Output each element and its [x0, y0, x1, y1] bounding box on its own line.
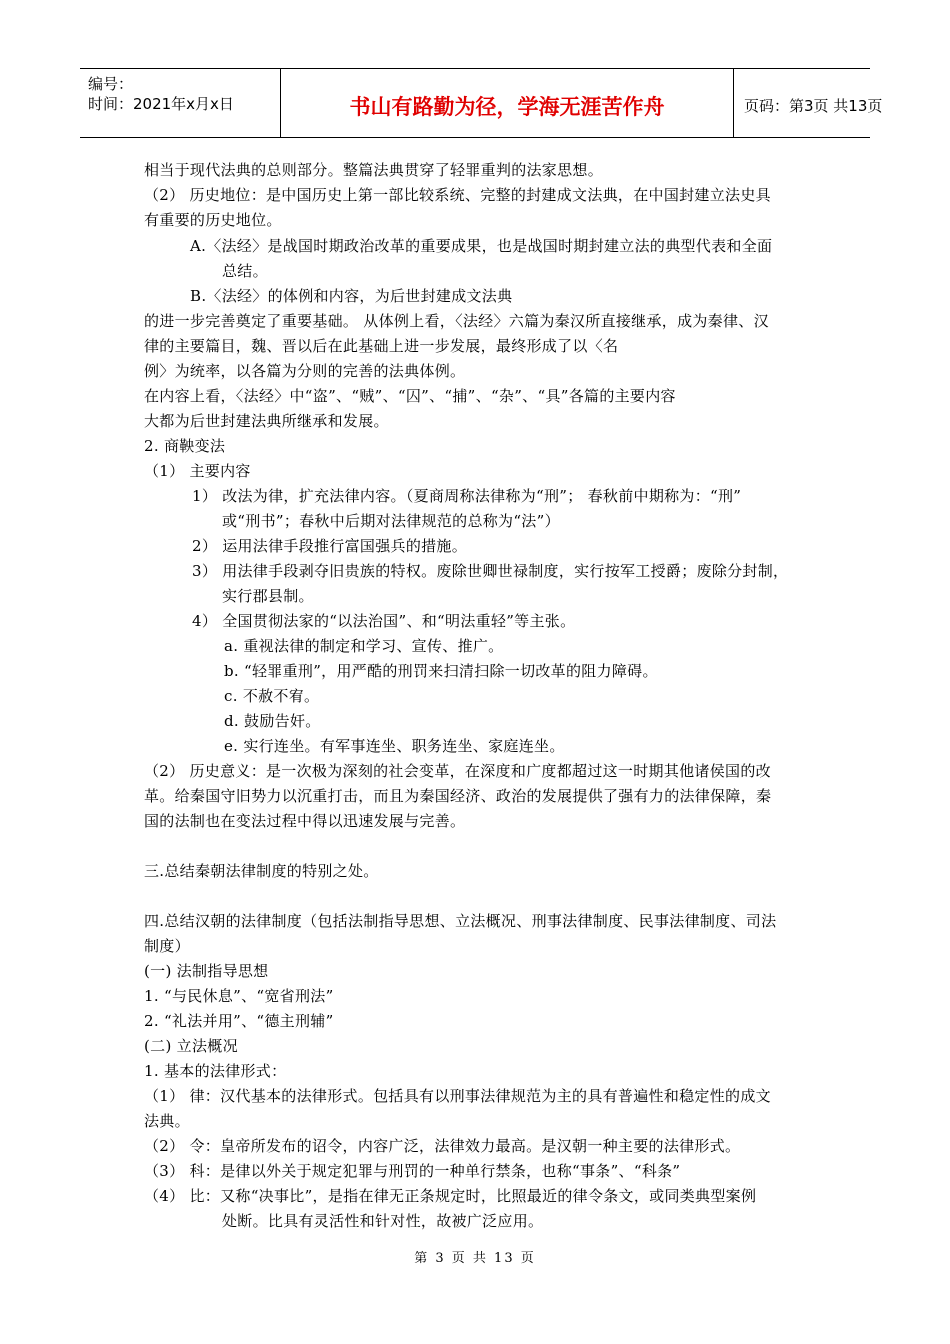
list-item: c. 不赦不宥。	[224, 687, 320, 705]
text-line: 大都为后世封建法典所继承和发展。	[144, 412, 389, 430]
text-line: 的进一步完善奠定了重要基础。 从体例上看，〈法经〉六篇为秦汉所直接继承，成为秦律、汉	[144, 312, 769, 330]
text-line: 革。给秦国守旧势力以沉重打击，而且为秦国经济、政治的发展提供了强有力的法律保障，秦	[144, 787, 772, 805]
text-line: （3） 科：是律以外关于规定犯罪与刑罚的一种单行禁条，也称“事条”、“科条”	[144, 1162, 681, 1180]
page-number-label: 页码：第3页 共13页	[744, 97, 883, 115]
text-line: 有重要的历史地位。	[144, 211, 282, 229]
header-page-cell	[734, 69, 883, 137]
text-line: （1） 主要内容	[144, 462, 251, 480]
text-line: 制度）	[144, 937, 190, 955]
header-motto-cell	[281, 69, 734, 137]
text-line: （4） 比：又称“决事比”，是指在律无正条规定时，比照最近的律令条文，或同类典型案例	[144, 1187, 757, 1205]
text-line: （2） 历史意义：是一次极为深刻的社会变革，在深度和广度都超过这一时期其他诸侯国的改	[144, 762, 771, 780]
motto: 书山有路勤为径，学海无涯苦作舟	[349, 95, 665, 119]
text-line: 例〉为统率，以各篇为分则的完善的法典体例。	[144, 362, 466, 380]
text-line: 总结。	[222, 262, 268, 280]
list-item: 2） 运用法律手段推行富国强兵的措施。	[192, 537, 468, 555]
list-item: d. 鼓励告奸。	[224, 712, 321, 730]
page-header	[80, 68, 883, 138]
text-line: 实行郡县制。	[222, 587, 314, 605]
page-footer: 第 3 页 共 13 页	[414, 1251, 536, 1266]
text-line: 在内容上看，〈法经〉中“盗”、“贼”、“囚”、“捕”、“杂”、“具”各篇的主要内容	[144, 387, 676, 405]
text-line: 相当于现代法典的总则部分。整篇法典贯穿了轻罪重判的法家思想。	[144, 161, 604, 179]
text-line: B.〈法经〉的体例和内容，为后世封建成文法典	[190, 287, 513, 305]
list-item: 1. 基本的法律形式：	[144, 1062, 287, 1080]
text-line: 法典。	[144, 1112, 190, 1130]
section-heading: 2. 商鞅变法	[144, 437, 226, 455]
list-item: b. “轻罪重刑”，用严酷的刑罚来扫清扫除一切改革的阻力障碍。	[224, 662, 658, 680]
text-line: （1） 律：汉代基本的法律形式。包括具有以刑事法律规范为主的具有普遍性和稳定性的成文	[144, 1087, 771, 1105]
section-heading: 三.总结秦朝法律制度的特别之处。	[144, 862, 379, 880]
text-line: 律的主要篇目，魏、晋以后在此基础上进一步发展，最终形成了以〈名	[144, 337, 619, 355]
text-line: 或“刑书”；春秋中后期对法律规范的总称为“法”）	[222, 512, 560, 530]
list-item: 4） 全国贯彻法家的“以法治国”、和“明法重轻”等主张。	[192, 612, 576, 630]
list-item: 1） 改法为律，扩充法律内容。（夏商周称法律称为“刑”； 春秋前中期称为：“刑”	[192, 487, 742, 505]
number-label: 编号：	[88, 75, 134, 93]
subsection-heading: (一) 法制指导思想	[144, 962, 269, 980]
text-line: 国的法制也在变法过程中得以迅速发展与完善。	[144, 812, 466, 830]
list-item: a. 重视法律的制定和学习、宣传、推广。	[224, 637, 504, 655]
text-line: （2） 令：皇帝所发布的诏令，内容广泛，法律效力最高。是汉朝一种主要的法律形式。	[144, 1137, 741, 1155]
subsection-heading: (二) 立法概况	[144, 1037, 238, 1055]
list-item: e. 实行连坐。有军事连坐、职务连坐、家庭连坐。	[224, 737, 565, 755]
header-info-cell	[80, 69, 281, 137]
list-item: 2. “礼法并用”、“德主刑辅”	[144, 1012, 334, 1030]
text-line: （2） 历史地位：是中国历史上第一部比较系统、完整的封建成文法典，在中国封建立法史具	[144, 186, 771, 204]
section-heading: 四.总结汉朝的法律制度（包括法制指导思想、立法概况、刑事法律制度、民事法律制度、司法	[144, 912, 777, 930]
text-line: 处断。比具有灵活性和针对性，故被广泛应用。	[222, 1212, 544, 1230]
text-line: A.〈法经〉是战国时期政治改革的重要成果，也是战国时期封建立法的典型代表和全面	[190, 237, 773, 255]
list-item: 1. “与民休息”、“宽省刑法”	[144, 987, 334, 1005]
list-item: 3） 用法律手段剥夺旧贵族的特权。废除世卿世禄制度，实行按军工授爵；废除分封制，	[192, 562, 789, 580]
date-label: 时间：2021年x月x日	[88, 95, 234, 113]
